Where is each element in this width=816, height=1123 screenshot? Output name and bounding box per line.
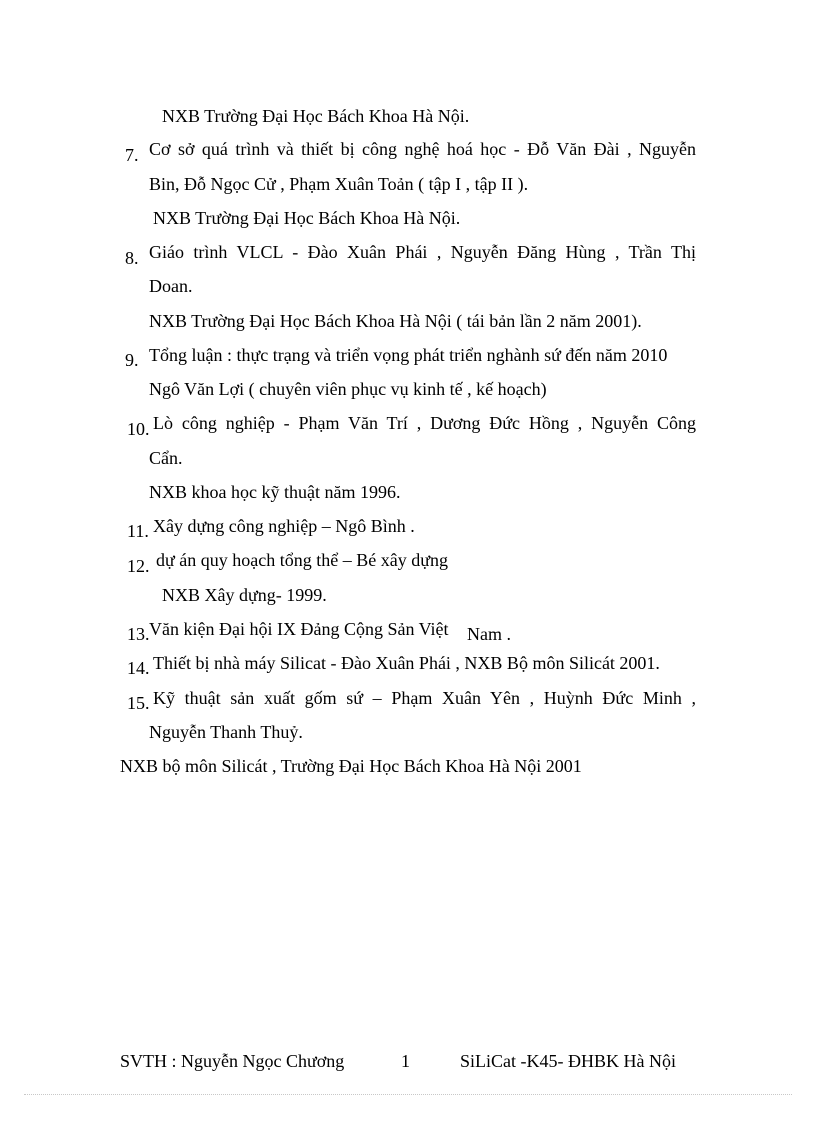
- reference-10-line-1: Lò công nghiệp - Phạm Văn Trí , Dương Đức Hồng , Nguyễn Công: [153, 413, 696, 433]
- reference-13-line-1-end: Nam .: [467, 624, 511, 644]
- reference-13-line-1: Văn kiện Đại hội IX Đảng Cộng Sản Việt: [149, 619, 449, 639]
- reference-10-publisher: NXB khoa học kỹ thuật năm 1996.: [149, 482, 401, 502]
- reference-8-publisher: NXB Trường Đại Học Bách Khoa Hà Nội ( tái bản lần 2 năm 2001).: [149, 311, 642, 331]
- reference-number-11: 11.: [127, 521, 149, 541]
- reference-8-line-2: Doan.: [149, 276, 193, 296]
- reference-closing-publisher: NXB bộ môn Silicát , Trường Đại Học Bách Khoa Hà Nội 2001: [120, 756, 582, 776]
- reference-continuation: NXB Trường Đại Học Bách Khoa Hà Nội.: [162, 106, 470, 126]
- reference-15-line-1: Kỹ thuật sản xuất gốm sứ – Phạm Xuân Yên , Huỳnh Đức Minh ,: [153, 688, 696, 708]
- reference-number-13: 13.: [127, 624, 150, 644]
- reference-15-line-2: Nguyễn Thanh Thuỷ.: [149, 722, 303, 742]
- reference-14-line-1: Thiết bị nhà máy Silicat - Đào Xuân Phái , NXB Bộ môn Silicát 2001.: [153, 653, 660, 673]
- reference-12-line-1: dự án quy hoạch tổng thể – Bé xây dựng: [156, 550, 448, 570]
- reference-10-line-2: Cẩn.: [149, 448, 183, 468]
- page-bottom-divider: [24, 1094, 792, 1095]
- reference-number-15: 15.: [127, 693, 150, 713]
- reference-9-line-2: Ngô Văn Lợi ( chuyên viên phục vụ kinh tế , kế hoạch): [149, 379, 547, 399]
- reference-number-14: 14.: [127, 658, 150, 678]
- footer-author: SVTH : Nguyễn Ngọc Chương: [120, 1051, 345, 1071]
- reference-11-line-1: Xây dựng công nghiệp – Ngô Bình .: [153, 516, 415, 536]
- reference-12-publisher: NXB Xây dựng- 1999.: [162, 585, 327, 605]
- reference-9-line-1: Tổng luận : thực trạng và triển vọng phát triển nghành sứ đến năm 2010: [149, 345, 668, 365]
- reference-number-10: 10.: [127, 419, 150, 439]
- footer-institution: SiLiCat -K45- ĐHBK Hà Nội: [460, 1051, 676, 1071]
- reference-number-9: 9.: [125, 350, 139, 370]
- reference-7-line-1: Cơ sở quá trình và thiết bị công nghệ hoá học - Đỗ Văn Đài , Nguyễn: [149, 139, 696, 159]
- reference-8-line-1: Giáo trình VLCL - Đào Xuân Phái , Nguyễn Đăng Hùng , Trần Thị: [149, 242, 696, 262]
- reference-7-publisher: NXB Trường Đại Học Bách Khoa Hà Nội.: [153, 208, 461, 228]
- reference-number-7: 7.: [125, 145, 139, 165]
- reference-7-line-2: Bin, Đỗ Ngọc Cử , Phạm Xuân Toản ( tập I , tập II ).: [149, 174, 529, 194]
- footer-page-number: 1: [401, 1051, 410, 1071]
- reference-number-8: 8.: [125, 248, 139, 268]
- reference-number-12: 12.: [127, 556, 150, 576]
